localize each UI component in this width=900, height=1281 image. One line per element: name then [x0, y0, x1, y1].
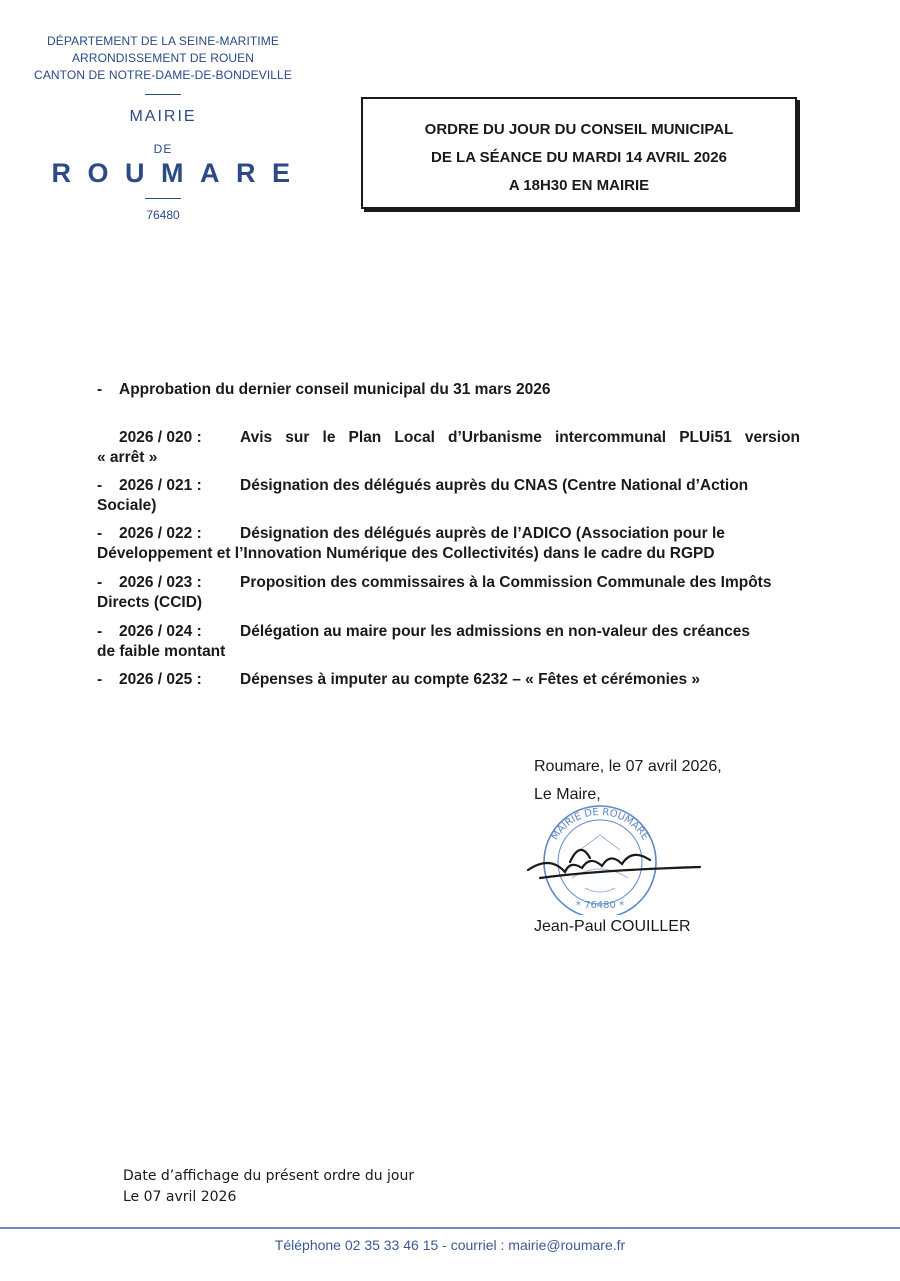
item-continuation: Développement et l’Innovation Numérique des Collectivités) dans le cadre du RGPD [97, 545, 715, 562]
item-text: Délégation au maire pour les admissions en non-valeur des créances [240, 623, 750, 640]
stamp-code: * 76480 * [575, 900, 625, 911]
item-continuation: Directs (CCID) [97, 594, 203, 611]
title-line-2: DE LA SÉANCE DU MARDI 14 AVRIL 2026 [431, 149, 727, 166]
canton-line: CANTON DE NOTRE-DAME-DE-BONDEVILLE [34, 68, 292, 82]
posting-note: Date d’affichage du présent ordre du jour [123, 1168, 415, 1184]
agenda-item-025 [0, 670, 900, 690]
item-dash: - [97, 623, 103, 640]
item-continuation: « arrêt » [97, 449, 158, 466]
signature-scribble [528, 850, 700, 878]
de-label: DE [153, 142, 173, 156]
item-number: 2026 / 020 : [119, 429, 202, 446]
agenda-item-023 [0, 573, 900, 613]
agenda-item-022 [0, 524, 900, 564]
item-dash: - [97, 574, 103, 591]
item-continuation: de faible montant [97, 643, 226, 660]
department-line: DÉPARTEMENT DE LA SEINE-MARITIME [47, 34, 279, 48]
place-date: Roumare, le 07 avril 2026, [534, 758, 722, 775]
mayor-name: Jean-Paul COUILLER [534, 918, 691, 935]
postcode: 76480 [146, 208, 180, 222]
agenda-item-020 [0, 428, 900, 468]
item-text: Proposition des commissaires à la Commission Communale des Impôts [240, 574, 772, 591]
header-divider-bottom [145, 198, 181, 199]
item-text: Dépenses à imputer au compte 6232 – « Fêtes et cérémonies » [240, 671, 701, 688]
commune-name: ROUMARE [51, 158, 307, 188]
agenda-item-021 [0, 476, 900, 516]
item-number: 2026 / 021 : [119, 477, 202, 494]
agenda-title-box [361, 97, 797, 209]
arrondissement-line: ARRONDISSEMENT DE ROUEN [71, 51, 255, 65]
item-number: 2026 / 025 : [119, 671, 202, 688]
item-dash: - [97, 671, 103, 688]
item-text: Désignation des délégués auprès de l’ADICO (Association pour le [240, 525, 725, 542]
footer-contact: Téléphone 02 35 33 46 15 - courriel : mairie@roumare.fr [274, 1237, 626, 1253]
footer-divider [0, 1227, 900, 1229]
posting-date: Le 07 avril 2026 [123, 1189, 237, 1205]
header-divider-top [145, 94, 181, 95]
item-text: Avis sur le Plan Local d’Urbanisme intercommunal PLUi51 version [240, 429, 800, 446]
mayor-role: Le Maire, [534, 786, 601, 803]
stamp-arc-text: MAIRIE DE ROUMARE [549, 806, 651, 843]
letterhead [20, 33, 306, 84]
item-number: 2026 / 022 : [119, 525, 202, 542]
title-line-3: A 18H30 EN MAIRIE [508, 177, 650, 194]
agenda-item-024 [0, 622, 900, 662]
title-line-1: ORDRE DU JOUR DU CONSEIL MUNICIPAL [424, 121, 734, 138]
approval-dash: - [97, 381, 103, 398]
approval-text: Approbation du dernier conseil municipal du 31 mars 2026 [119, 381, 551, 398]
item-number: 2026 / 023 : [119, 574, 202, 591]
item-continuation: Sociale) [97, 497, 157, 514]
item-dash: - [97, 477, 103, 494]
item-text: Désignation des délégués auprès du CNAS (Centre National d’Action [240, 477, 749, 494]
mairie-label: MAIRIE [129, 108, 197, 125]
mairie-stamp [510, 800, 710, 915]
item-number: 2026 / 024 : [119, 623, 202, 640]
item-dash: - [97, 525, 103, 542]
